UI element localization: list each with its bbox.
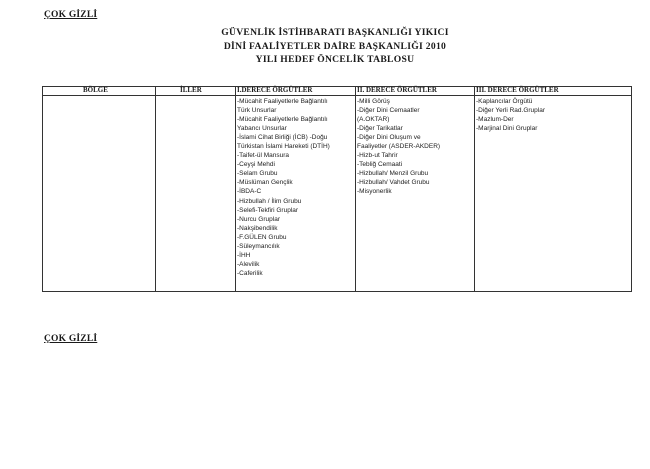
organization-entry: Türkistan İslami Hareketi (DTİH)	[237, 143, 330, 151]
first-degree-list	[237, 97, 330, 278]
organization-entry: -Diğer Dini Oluşum ve	[357, 134, 421, 142]
organization-entry: -İHH	[237, 251, 251, 259]
organization-entry: (A.OKTAR)	[357, 116, 390, 124]
organization-entry: -Hizb-ut Tahrir	[357, 152, 398, 160]
organization-entry: -Selefi-Tekfiri Gruplar	[237, 206, 299, 214]
heading-line-3: YILI HEDEF ÖNCELİK TABLOSU	[255, 54, 415, 65]
organization-entry: -Kaplancılar Örgütü	[476, 98, 533, 105]
organization-entry: -Selam Grubu	[237, 170, 278, 178]
organization-entry: -Süleymancılık	[237, 242, 280, 250]
organization-entry: Faaliyetler (ASDER-AKDER)	[357, 143, 441, 151]
organization-entry: Yabancı Unsurlar	[237, 125, 287, 133]
organization-entry: -Ceyşi Mehdi	[237, 161, 275, 169]
organization-entry: -Tebliğ Cemaati	[357, 161, 403, 169]
column-divider	[474, 87, 475, 291]
column-divider	[355, 87, 356, 291]
header-provinces: İLLER	[180, 86, 202, 94]
header-third-degree: III. DERECE ÖRGÜTLER	[476, 86, 559, 94]
organization-entry: -Caferilik	[237, 269, 263, 277]
column-divider	[155, 87, 156, 291]
classification-label-bottom: ÇOK GİZLİ	[44, 334, 98, 344]
organization-entry: -İslami Cihat Birliği (İCB) -Doğu	[237, 134, 328, 142]
organization-entry: -Diğer Dini Cemaatler	[357, 107, 420, 115]
organization-entry: -Mazlum-Der	[476, 116, 514, 124]
organization-entry: -Nurcu Gruplar	[237, 215, 280, 223]
classification-label-top: ÇOK GİZLİ	[44, 10, 98, 20]
organization-entry: Türk Unsurlar	[237, 107, 277, 115]
organization-entry: -Hizbullah / İlim Grubu	[237, 197, 302, 205]
organization-entry: -Mücahit Faaliyetlerle Bağlantılı	[237, 116, 328, 124]
organization-entry: -Diğer Yerli Rad.Gruplar	[476, 107, 546, 115]
organization-entry: -Marjinal Dini Gruplar	[476, 125, 538, 133]
organization-entry: -Milli Görüş	[357, 98, 390, 105]
organization-entry: -Diğer Tarikatlar	[357, 125, 403, 133]
organization-entry: -Taifet-ül Mansura	[237, 152, 290, 160]
heading-line-1: GÜVENLİK İSTİHBARATI BAŞKANLIĞI YIKICI	[221, 27, 449, 38]
organization-entry: -Nakşibendilik	[237, 224, 278, 232]
heading-line-2: DİNİ FAALİYETLER DAİRE BAŞKANLIĞI 2010	[223, 40, 447, 52]
organization-entry: -F.GÜLEN Grubu	[237, 233, 287, 241]
organization-entry: -İBDA-C	[237, 188, 262, 196]
organization-entry: -Müslüman Gençlik	[237, 179, 293, 187]
organization-entry: -Hizbullah/ Menzil Grubu	[357, 170, 429, 178]
header-second-degree: II. DERECE ÖRGÜTLER	[357, 86, 437, 94]
header-region: BÖLGE	[83, 86, 108, 94]
document-heading	[0, 26, 650, 67]
column-divider	[235, 87, 236, 291]
target-priority-table	[42, 86, 632, 292]
second-degree-list	[357, 97, 440, 197]
organization-entry: -Alevilik	[237, 260, 260, 268]
organization-entry: -Mücahit Faaliyetlerle Bağlantılı	[237, 98, 328, 105]
third-degree-list	[476, 97, 545, 133]
organization-entry: -Hizbullah/ Vahdet Grubu	[357, 179, 430, 187]
organization-entry: -Misyonerlik	[357, 188, 392, 196]
header-first-degree: I.DERECE ÖRGÜTLER	[237, 86, 313, 94]
